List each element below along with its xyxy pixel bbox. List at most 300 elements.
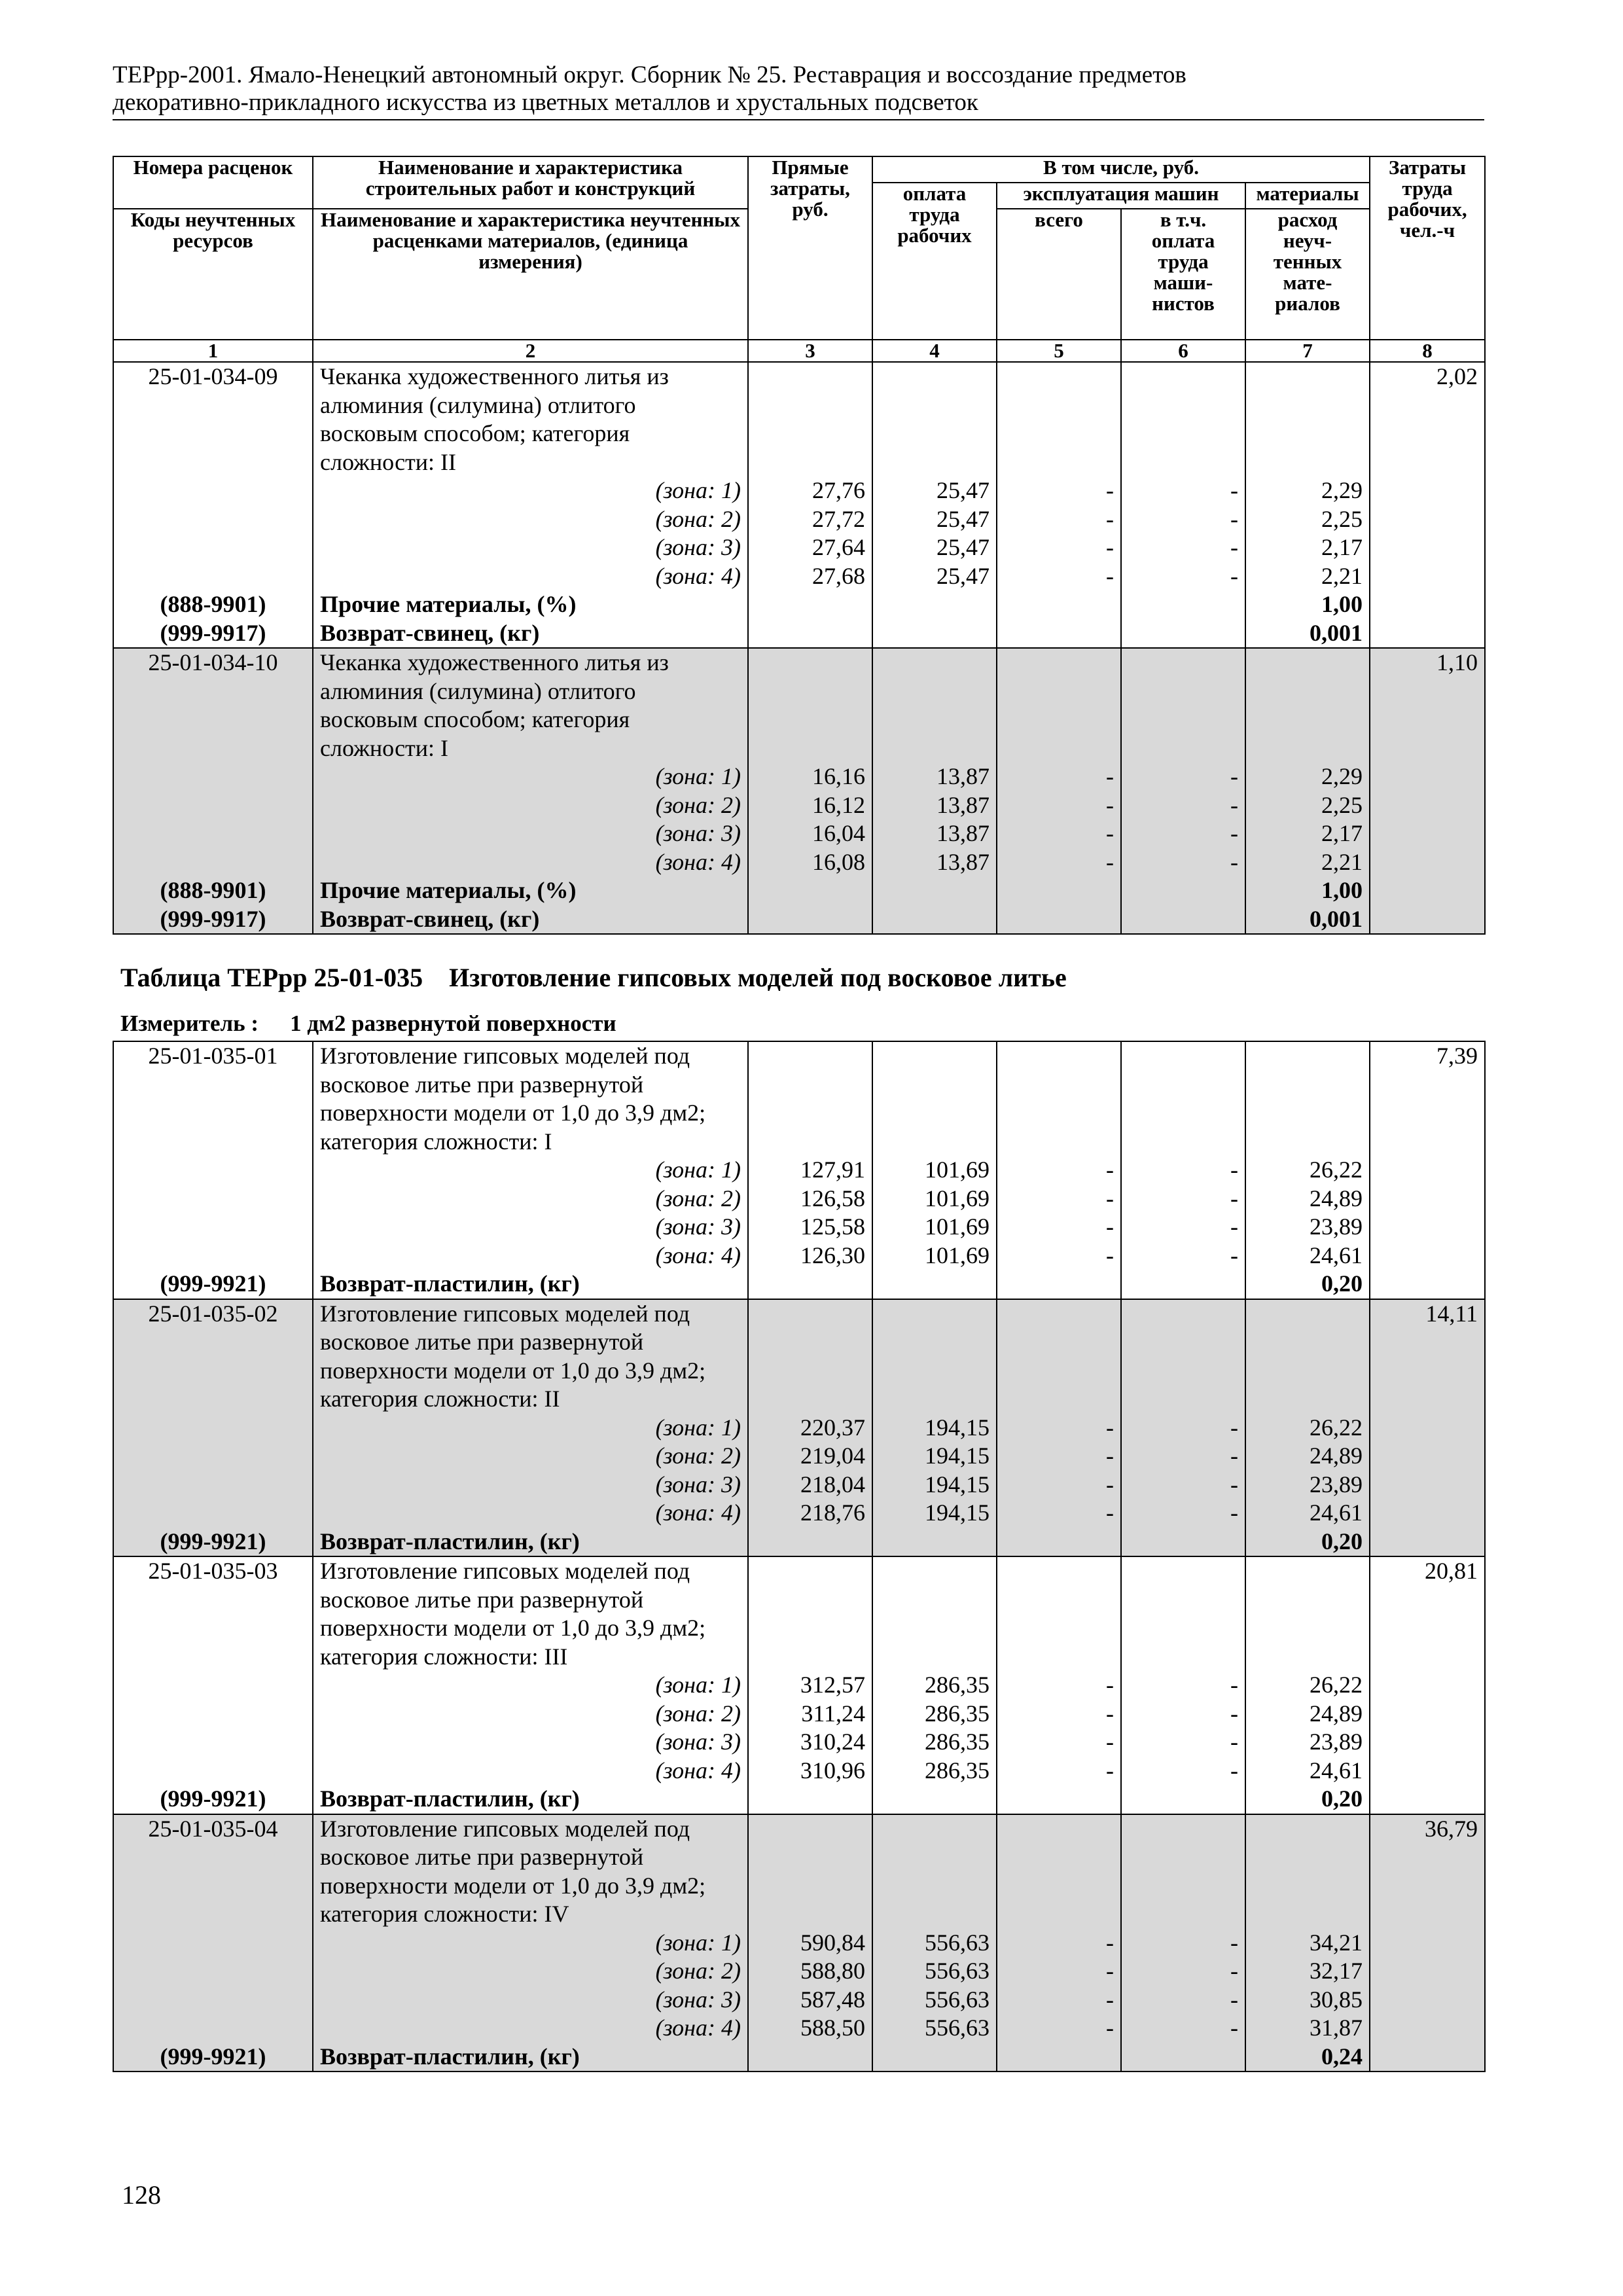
- zone-row: [113, 791, 1485, 820]
- empty-cell: [1370, 1900, 1485, 1929]
- col-number-2: 2: [313, 340, 748, 362]
- empty-cell: [1370, 819, 1485, 848]
- zone-row: [113, 1929, 1485, 1958]
- worker-pay: 13,87: [872, 762, 997, 791]
- resource-code: (888-9901): [113, 590, 313, 619]
- empty-cell: [997, 648, 1121, 677]
- direct-cost: 16,16: [748, 762, 872, 791]
- col-operator-pay-header: в т.ч. оплата труда маши- нистов: [1121, 209, 1245, 340]
- empty-cell: [872, 734, 997, 763]
- empty-cell: [1121, 2043, 1245, 2072]
- empty-cell: [997, 2043, 1121, 2072]
- worker-pay: 25,47: [872, 562, 997, 591]
- col-number-1: 1: [113, 340, 313, 362]
- table-caption-code: Таблица ТЕРрр 25-01-035: [120, 963, 423, 992]
- empty-cell: [748, 1614, 872, 1643]
- work-description-line: категория сложности: II: [313, 1385, 748, 1414]
- col-materials-header: материалы: [1245, 183, 1370, 209]
- materials-cost: 26,22: [1245, 1156, 1370, 1185]
- zone-label: (зона: 3): [313, 1471, 748, 1499]
- empty-cell: [1370, 706, 1485, 734]
- resource-quantity: 1,00: [1245, 590, 1370, 619]
- worker-pay: 286,35: [872, 1671, 997, 1700]
- empty-cell: [997, 619, 1121, 649]
- empty-cell: [872, 448, 997, 477]
- zone-row: [113, 1414, 1485, 1443]
- empty-cell: [1245, 1385, 1370, 1414]
- empty-cell: [1245, 1614, 1370, 1643]
- rate-code: 25-01-034-09: [113, 362, 313, 391]
- work-description-line: восковое литье при развернутой: [313, 1586, 748, 1615]
- direct-cost: 125,58: [748, 1213, 872, 1242]
- worker-pay: 194,15: [872, 1499, 997, 1528]
- operator-pay: -: [1121, 848, 1245, 877]
- empty-cell: [1245, 1128, 1370, 1157]
- empty-cell: [113, 1986, 313, 2015]
- empty-cell: [113, 1957, 313, 1986]
- rate-group: [113, 648, 1485, 934]
- table-row: [113, 1843, 1485, 1872]
- resource-quantity: 0,20: [1245, 1785, 1370, 1814]
- table-row: [113, 648, 1485, 677]
- zone-label: (зона: 2): [313, 1185, 748, 1213]
- zone-row: [113, 1156, 1485, 1185]
- col-work-name-header: Наименование и характеристика строительных работ и конструкций: [313, 156, 748, 209]
- empty-cell: [872, 1041, 997, 1071]
- empty-cell: [113, 1071, 313, 1100]
- direct-cost: 16,12: [748, 791, 872, 820]
- running-header-line2: декоративно-прикладного искусства из цветных металлов и хрустальных подсветок: [113, 89, 978, 116]
- machines-total: -: [997, 533, 1121, 562]
- direct-cost: 590,84: [748, 1929, 872, 1958]
- work-description-line: поверхности модели от 1,0 до 3,9 дм2;: [313, 1872, 748, 1901]
- operator-pay: -: [1121, 1957, 1245, 1986]
- empty-cell: [872, 1643, 997, 1672]
- direct-cost: 311,24: [748, 1700, 872, 1729]
- empty-cell: [1121, 1900, 1245, 1929]
- col-number-6: 6: [1121, 340, 1245, 362]
- empty-cell: [1245, 1586, 1370, 1615]
- empty-cell: [1121, 1586, 1245, 1615]
- empty-cell: [997, 362, 1121, 391]
- empty-cell: [872, 1556, 997, 1586]
- worker-pay: 101,69: [872, 1185, 997, 1213]
- empty-cell: [1121, 1270, 1245, 1299]
- page-number: 128: [122, 2180, 161, 2210]
- empty-cell: [748, 706, 872, 734]
- empty-cell: [113, 1843, 313, 1872]
- empty-cell: [1370, 420, 1485, 448]
- empty-cell: [997, 1843, 1121, 1872]
- empty-cell: [1245, 706, 1370, 734]
- zone-label: (зона: 2): [313, 1442, 748, 1471]
- empty-cell: [748, 1900, 872, 1929]
- empty-cell: [748, 1099, 872, 1128]
- empty-cell: [1245, 448, 1370, 477]
- empty-cell: [1370, 562, 1485, 591]
- worker-pay: 556,63: [872, 1929, 997, 1958]
- empty-cell: [1121, 677, 1245, 706]
- empty-cell: [1245, 1643, 1370, 1672]
- operator-pay: -: [1121, 819, 1245, 848]
- materials-cost: 26,22: [1245, 1671, 1370, 1700]
- empty-cell: [1370, 1156, 1485, 1185]
- col-number-7: 7: [1245, 340, 1370, 362]
- empty-cell: [113, 448, 313, 477]
- resource-name: Возврат-свинец, (кг): [313, 905, 748, 935]
- empty-cell: [997, 1328, 1121, 1357]
- operator-pay: -: [1121, 1156, 1245, 1185]
- zone-label: (зона: 3): [313, 1986, 748, 2015]
- empty-cell: [872, 1785, 997, 1814]
- empty-cell: [748, 420, 872, 448]
- operator-pay: -: [1121, 533, 1245, 562]
- empty-cell: [1370, 1328, 1485, 1357]
- resource-quantity: 0,24: [1245, 2043, 1370, 2072]
- empty-cell: [872, 2043, 997, 2072]
- empty-cell: [1370, 1929, 1485, 1958]
- empty-cell: [872, 1099, 997, 1128]
- empty-cell: [872, 1843, 997, 1872]
- operator-pay: -: [1121, 1728, 1245, 1757]
- work-description-line: восковое литье при развернутой: [313, 1071, 748, 1100]
- labor-hours: 7,39: [1370, 1041, 1485, 1071]
- table-row: [113, 1071, 1485, 1100]
- materials-cost: 31,87: [1245, 2014, 1370, 2043]
- rate-code: 25-01-035-04: [113, 1814, 313, 1844]
- empty-cell: [1245, 1900, 1370, 1929]
- zone-label: (зона: 1): [313, 762, 748, 791]
- empty-cell: [1245, 1357, 1370, 1386]
- empty-cell: [1370, 1643, 1485, 1672]
- empty-cell: [1121, 619, 1245, 649]
- empty-cell: [997, 905, 1121, 935]
- empty-cell: [872, 677, 997, 706]
- materials-cost: 2,29: [1245, 762, 1370, 791]
- empty-cell: [113, 533, 313, 562]
- resource-row: [113, 2043, 1485, 2072]
- materials-cost: 23,89: [1245, 1213, 1370, 1242]
- zone-row: [113, 505, 1485, 534]
- machines-total: -: [997, 1757, 1121, 1785]
- empty-cell: [113, 791, 313, 820]
- zone-row: [113, 848, 1485, 877]
- resource-quantity: 0,20: [1245, 1528, 1370, 1557]
- empty-cell: [1245, 677, 1370, 706]
- empty-cell: [1370, 1414, 1485, 1443]
- zone-label: (зона: 1): [313, 1671, 748, 1700]
- empty-cell: [997, 1299, 1121, 1329]
- empty-cell: [113, 706, 313, 734]
- zone-row: [113, 1957, 1485, 1986]
- empty-cell: [1245, 1814, 1370, 1844]
- operator-pay: -: [1121, 1213, 1245, 1242]
- empty-cell: [1121, 905, 1245, 935]
- empty-cell: [113, 1586, 313, 1615]
- running-header: [113, 62, 1484, 120]
- zone-row: [113, 1671, 1485, 1700]
- zone-label: (зона: 2): [313, 791, 748, 820]
- empty-cell: [997, 1099, 1121, 1128]
- direct-cost: 27,68: [748, 562, 872, 591]
- running-header-line1: ТЕРрр-2001. Ямало-Ненецкий автономный округ. Сборник № 25. Реставрация и воссоздание предметов: [113, 62, 1186, 88]
- operator-pay: -: [1121, 1671, 1245, 1700]
- empty-cell: [748, 876, 872, 905]
- resource-quantity: 0,001: [1245, 619, 1370, 649]
- zone-row: [113, 1185, 1485, 1213]
- worker-pay: 286,35: [872, 1728, 997, 1757]
- col-number-4: 4: [872, 340, 997, 362]
- zone-row: [113, 1242, 1485, 1270]
- zone-label: (зона: 1): [313, 1156, 748, 1185]
- worker-pay: 286,35: [872, 1757, 997, 1785]
- empty-cell: [997, 1528, 1121, 1557]
- zone-label: (зона: 1): [313, 1414, 748, 1443]
- empty-cell: [113, 1414, 313, 1443]
- direct-cost: 219,04: [748, 1442, 872, 1471]
- work-description-line: сложности: II: [313, 448, 748, 477]
- table-row: [113, 1041, 1485, 1071]
- materials-cost: 2,17: [1245, 819, 1370, 848]
- empty-cell: [1245, 1299, 1370, 1329]
- col-number-3: 3: [748, 340, 872, 362]
- machines-total: -: [997, 819, 1121, 848]
- labor-hours: 20,81: [1370, 1556, 1485, 1586]
- empty-cell: [872, 1385, 997, 1414]
- empty-cell: [748, 1643, 872, 1672]
- empty-cell: [1370, 1128, 1485, 1157]
- empty-cell: [748, 1556, 872, 1586]
- labor-hours: 14,11: [1370, 1299, 1485, 1329]
- work-description-line: восковое литье при развернутой: [313, 1843, 748, 1872]
- machines-total: -: [997, 1414, 1121, 1443]
- direct-cost: 27,64: [748, 533, 872, 562]
- resource-name: Возврат-пластилин, (кг): [313, 2043, 748, 2072]
- empty-cell: [113, 1728, 313, 1757]
- materials-cost: 24,61: [1245, 1757, 1370, 1785]
- resource-row: [113, 1528, 1485, 1557]
- worker-pay: 101,69: [872, 1156, 997, 1185]
- machines-total: -: [997, 1213, 1121, 1242]
- empty-cell: [1245, 1041, 1370, 1071]
- empty-cell: [872, 905, 997, 935]
- zone-label: (зона: 2): [313, 1957, 748, 1986]
- empty-cell: [113, 505, 313, 534]
- empty-cell: [1121, 734, 1245, 763]
- empty-cell: [748, 1385, 872, 1414]
- resource-name: Возврат-пластилин, (кг): [313, 1270, 748, 1299]
- empty-cell: [1370, 762, 1485, 791]
- empty-cell: [1370, 1528, 1485, 1557]
- direct-cost: 126,58: [748, 1185, 872, 1213]
- empty-cell: [113, 762, 313, 791]
- empty-cell: [748, 1528, 872, 1557]
- worker-pay: 101,69: [872, 1242, 997, 1270]
- worker-pay: 25,47: [872, 505, 997, 534]
- empty-cell: [113, 1099, 313, 1128]
- empty-cell: [113, 1357, 313, 1386]
- resource-code: (999-9917): [113, 619, 313, 649]
- empty-cell: [748, 362, 872, 391]
- empty-cell: [1245, 391, 1370, 420]
- col-labor-hours-header: Затраты труда рабочих, чел.-ч: [1370, 156, 1485, 340]
- empty-cell: [1121, 1614, 1245, 1643]
- table-row: [113, 362, 1485, 391]
- empty-cell: [872, 1814, 997, 1844]
- empty-cell: [997, 420, 1121, 448]
- worker-pay: 13,87: [872, 819, 997, 848]
- empty-cell: [997, 706, 1121, 734]
- empty-cell: [1121, 1785, 1245, 1814]
- worker-pay: 194,15: [872, 1471, 997, 1499]
- zone-row: [113, 562, 1485, 591]
- work-description-line: Изготовление гипсовых моделей под: [313, 1299, 748, 1329]
- empty-cell: [748, 1586, 872, 1615]
- resource-code: (888-9901): [113, 876, 313, 905]
- direct-cost: 126,30: [748, 1242, 872, 1270]
- zone-row: [113, 819, 1485, 848]
- work-description-line: поверхности модели от 1,0 до 3,9 дм2;: [313, 1099, 748, 1128]
- work-description-line: Чеканка художественного литья из: [313, 648, 748, 677]
- empty-cell: [113, 1671, 313, 1700]
- empty-cell: [113, 391, 313, 420]
- empty-cell: [1370, 2043, 1485, 2072]
- empty-cell: [748, 1270, 872, 1299]
- resource-code: (999-9921): [113, 1270, 313, 1299]
- empty-cell: [872, 420, 997, 448]
- empty-cell: [113, 1242, 313, 1270]
- empty-cell: [872, 1586, 997, 1615]
- empty-cell: [113, 476, 313, 505]
- empty-cell: [997, 1900, 1121, 1929]
- zone-row: [113, 1213, 1485, 1242]
- empty-cell: [748, 1785, 872, 1814]
- empty-cell: [1245, 1872, 1370, 1901]
- empty-cell: [1370, 1270, 1485, 1299]
- empty-cell: [1370, 1728, 1485, 1757]
- empty-cell: [113, 1900, 313, 1929]
- operator-pay: -: [1121, 1442, 1245, 1471]
- materials-cost: 2,29: [1245, 476, 1370, 505]
- machines-total: -: [997, 1929, 1121, 1958]
- resource-row: [113, 590, 1485, 619]
- worker-pay: 556,63: [872, 1957, 997, 1986]
- empty-cell: [997, 1357, 1121, 1386]
- empty-cell: [997, 1041, 1121, 1071]
- empty-cell: [1245, 362, 1370, 391]
- direct-cost: 27,72: [748, 505, 872, 534]
- machines-total: -: [997, 1185, 1121, 1213]
- operator-pay: -: [1121, 1242, 1245, 1270]
- empty-cell: [997, 1643, 1121, 1672]
- empty-cell: [997, 1872, 1121, 1901]
- operator-pay: -: [1121, 562, 1245, 591]
- empty-cell: [872, 1299, 997, 1329]
- empty-cell: [1245, 734, 1370, 763]
- materials-cost: 24,61: [1245, 1499, 1370, 1528]
- resource-name: Возврат-свинец, (кг): [313, 619, 748, 649]
- empty-cell: [1370, 1614, 1485, 1643]
- empty-cell: [1370, 1700, 1485, 1729]
- zone-row: [113, 1499, 1485, 1528]
- col-number-5: 5: [997, 340, 1121, 362]
- direct-cost: 587,48: [748, 1986, 872, 2015]
- operator-pay: -: [1121, 2014, 1245, 2043]
- empty-cell: [113, 1185, 313, 1213]
- rate-group: [113, 1814, 1485, 2072]
- zone-row: [113, 1728, 1485, 1757]
- zone-label: (зона: 4): [313, 2014, 748, 2043]
- empty-cell: [1370, 1442, 1485, 1471]
- empty-cell: [872, 1528, 997, 1557]
- empty-cell: [1370, 876, 1485, 905]
- rate-group: [113, 1041, 1485, 1299]
- materials-cost: 23,89: [1245, 1728, 1370, 1757]
- empty-cell: [872, 648, 997, 677]
- resource-row: [113, 619, 1485, 649]
- empty-cell: [997, 734, 1121, 763]
- empty-cell: [1121, 1385, 1245, 1414]
- machines-total: -: [997, 2014, 1121, 2043]
- empty-cell: [1370, 448, 1485, 477]
- empty-cell: [1121, 1843, 1245, 1872]
- empty-cell: [1121, 1099, 1245, 1128]
- empty-cell: [113, 1929, 313, 1958]
- resource-row: [113, 876, 1485, 905]
- direct-cost: 588,80: [748, 1957, 872, 1986]
- zone-label: (зона: 1): [313, 1929, 748, 1958]
- labor-hours: 36,79: [1370, 1814, 1485, 1844]
- empty-cell: [1121, 420, 1245, 448]
- resource-row: [113, 905, 1485, 935]
- empty-cell: [997, 391, 1121, 420]
- empty-cell: [872, 619, 997, 649]
- operator-pay: -: [1121, 762, 1245, 791]
- rate-code: 25-01-035-01: [113, 1041, 313, 1071]
- empty-cell: [872, 706, 997, 734]
- zone-label: (зона: 3): [313, 819, 748, 848]
- empty-cell: [748, 1328, 872, 1357]
- empty-cell: [1370, 1872, 1485, 1901]
- work-description-line: сложности: I: [313, 734, 748, 763]
- table-row: [113, 1128, 1485, 1157]
- zone-label: (зона: 4): [313, 1499, 748, 1528]
- direct-cost: 310,24: [748, 1728, 872, 1757]
- rate-code: 25-01-034-10: [113, 648, 313, 677]
- empty-cell: [113, 1757, 313, 1785]
- materials-cost: 2,25: [1245, 791, 1370, 820]
- materials-cost: 30,85: [1245, 1986, 1370, 2015]
- direct-cost: 220,37: [748, 1414, 872, 1443]
- zone-label: (зона: 2): [313, 1700, 748, 1729]
- empty-cell: [872, 362, 997, 391]
- table-row: [113, 677, 1485, 706]
- empty-cell: [1370, 1071, 1485, 1100]
- direct-cost: 127,91: [748, 1156, 872, 1185]
- zone-row: [113, 1442, 1485, 1471]
- table-row: [113, 1385, 1485, 1414]
- table-row: [113, 706, 1485, 734]
- table-row: [113, 1814, 1485, 1844]
- zone-row: [113, 476, 1485, 505]
- worker-pay: 13,87: [872, 791, 997, 820]
- empty-cell: [1121, 648, 1245, 677]
- machines-total: -: [997, 1728, 1121, 1757]
- empty-cell: [1370, 1757, 1485, 1785]
- empty-cell: [113, 1614, 313, 1643]
- col-resource-code-header: Коды неучтенных ресурсов: [113, 209, 313, 340]
- empty-cell: [748, 2043, 872, 2072]
